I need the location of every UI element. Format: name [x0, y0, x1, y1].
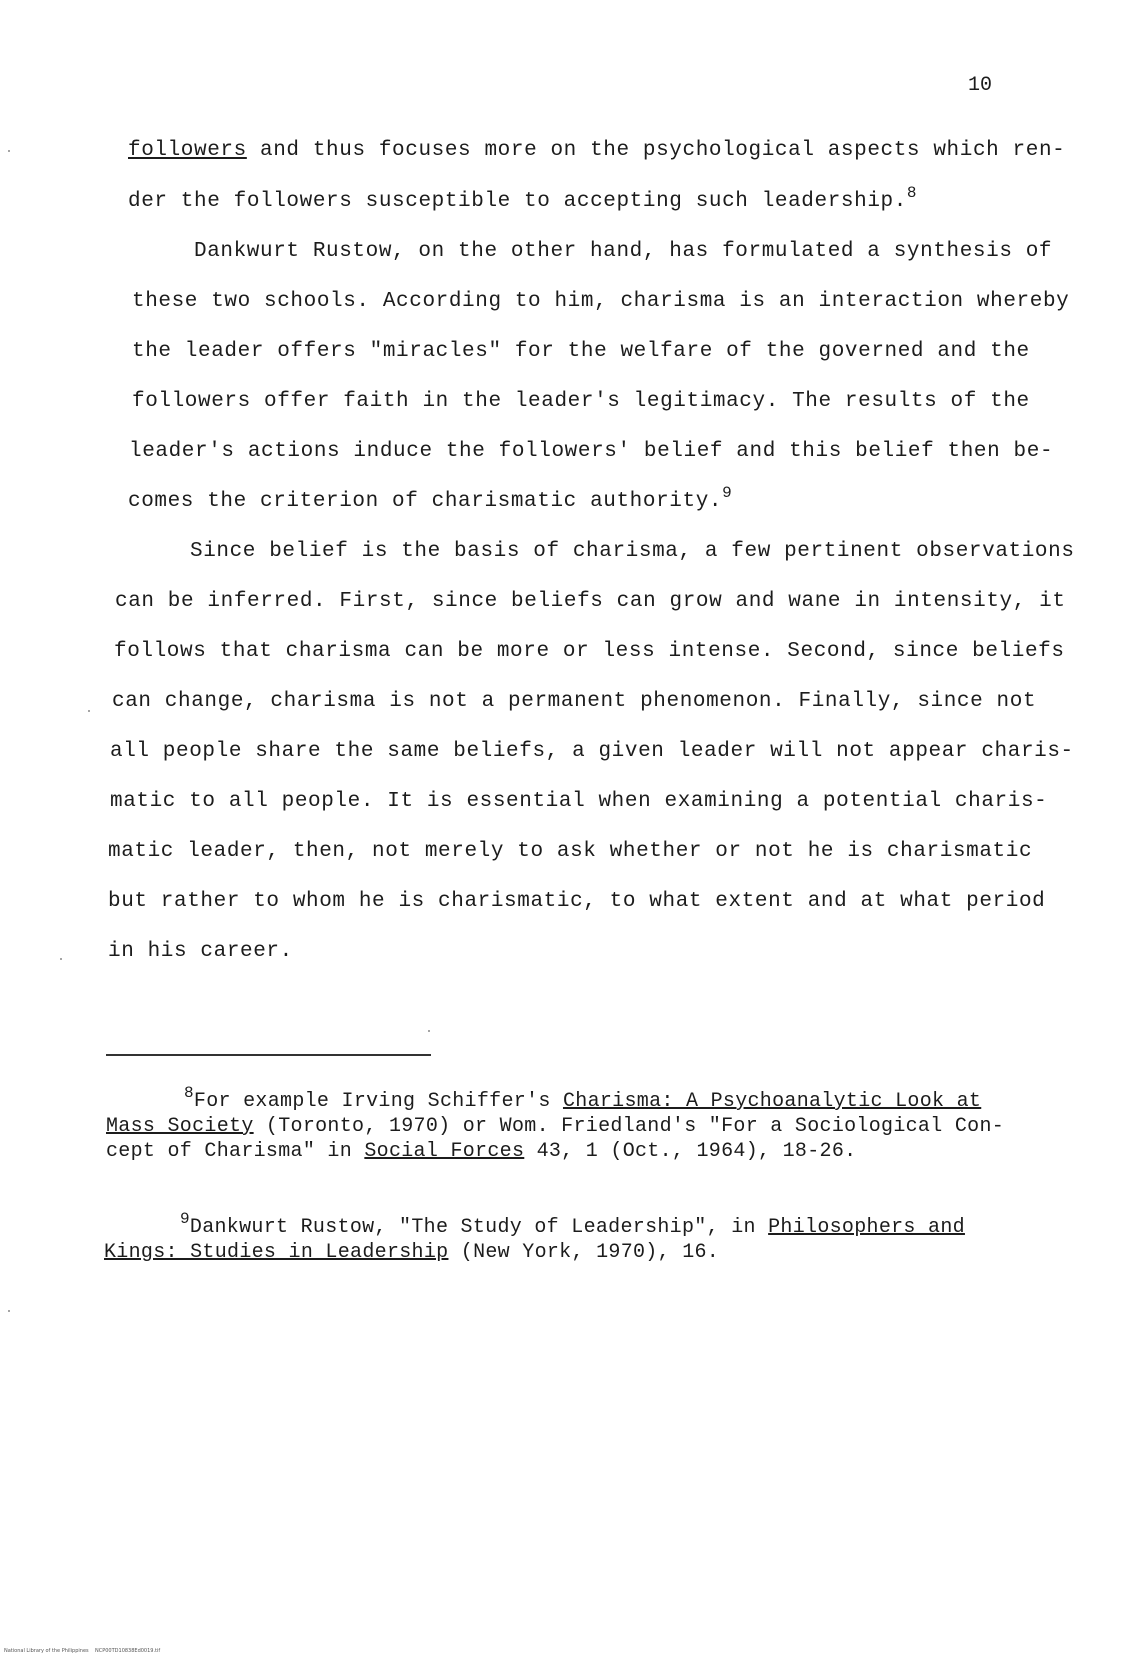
footnote-text: 43, 1 (Oct., 1964), 18-26.	[524, 1140, 857, 1163]
body-line: follows that charisma can be more or less intense. Second, since beliefs	[114, 640, 1065, 663]
scan-footer: National Library of the Philippines NCP00TD10838Ed0019.tif	[4, 1648, 161, 1654]
body-line: Since belief is the basis of charisma, a few pertinent observations	[190, 540, 1075, 563]
footnote-number-9: 9	[180, 1210, 190, 1229]
scan-speck	[8, 150, 10, 152]
footnote-ref-8: 8	[906, 184, 918, 203]
body-line: leader's actions induce the followers' belief and this belief then be-	[129, 440, 1054, 463]
body-line: can change, charisma is not a permanent phenomenon. Finally, since not	[112, 690, 1037, 713]
footnote-journal: Social Forces	[364, 1140, 525, 1163]
scan-speck	[88, 710, 90, 712]
body-line: but rather to whom he is charismatic, to what extent and at what period	[108, 890, 1046, 913]
scan-speck	[8, 1310, 10, 1312]
footnote-text: (New York, 1970), 16.	[448, 1241, 720, 1264]
underlined-term: followers	[128, 139, 247, 162]
footnote-number-8: 8	[184, 1084, 194, 1103]
line-text: and thus focuses more on the psychological aspects which ren-	[246, 139, 1066, 162]
scan-speck	[60, 958, 62, 960]
footnote-9-line	[180, 1210, 965, 1239]
footnote-text: Dankwurt Rustow, "The Study of Leadership", in	[189, 1216, 769, 1239]
footnote-8-line	[184, 1084, 982, 1113]
body-line: matic to all people. It is essential when examining a potential charis-	[110, 790, 1048, 813]
footnote-title: Mass Society	[106, 1115, 254, 1138]
body-line: the leader offers "miracles" for the welfare of the governed and the	[132, 340, 1030, 363]
footnote-title: Charisma: A Psychoanalytic Look at	[562, 1090, 982, 1113]
scan-speck	[428, 1030, 430, 1032]
footnote-text: cept of Charisma" in	[106, 1140, 365, 1163]
footnote-text: (Toronto, 1970) or Wom. Friedland's "For a Sociological Con-	[253, 1115, 1005, 1138]
line-text: comes the criterion of charismatic authority.	[128, 490, 723, 513]
footnote-text: For example Irving Schiffer's	[193, 1090, 563, 1113]
body-line	[128, 184, 918, 213]
body-line: followers offer faith in the leader's legitimacy. The results of the	[132, 390, 1030, 413]
footnote-ref-9: 9	[722, 484, 733, 503]
body-line: these two schools. According to him, charisma is an interaction whereby	[132, 290, 1070, 313]
body-line: matic leader, then, not merely to ask whether or not he is charismatic	[108, 840, 1033, 863]
footnote-title: Philosophers and	[768, 1216, 965, 1239]
body-line	[128, 139, 1065, 162]
body-line: can be inferred. First, since beliefs can grow and wane in intensity, it	[115, 590, 1066, 613]
body-line	[128, 484, 733, 513]
body-line: all people share the same beliefs, a given leader will not appear charis-	[110, 740, 1074, 763]
footnote-8-line	[106, 1140, 856, 1163]
body-line: Dankwurt Rustow, on the other hand, has formulated a synthesis of	[194, 240, 1053, 263]
footnote-9-line	[104, 1241, 719, 1264]
page-number: 10	[968, 74, 993, 97]
footnote-8-line	[106, 1115, 1004, 1138]
line-text: der the followers susceptible to accepting such leadership.	[128, 190, 907, 213]
footnote-title: Kings: Studies in Leadership	[104, 1241, 449, 1264]
body-line: in his career.	[108, 940, 293, 963]
footnote-divider	[106, 1054, 431, 1056]
